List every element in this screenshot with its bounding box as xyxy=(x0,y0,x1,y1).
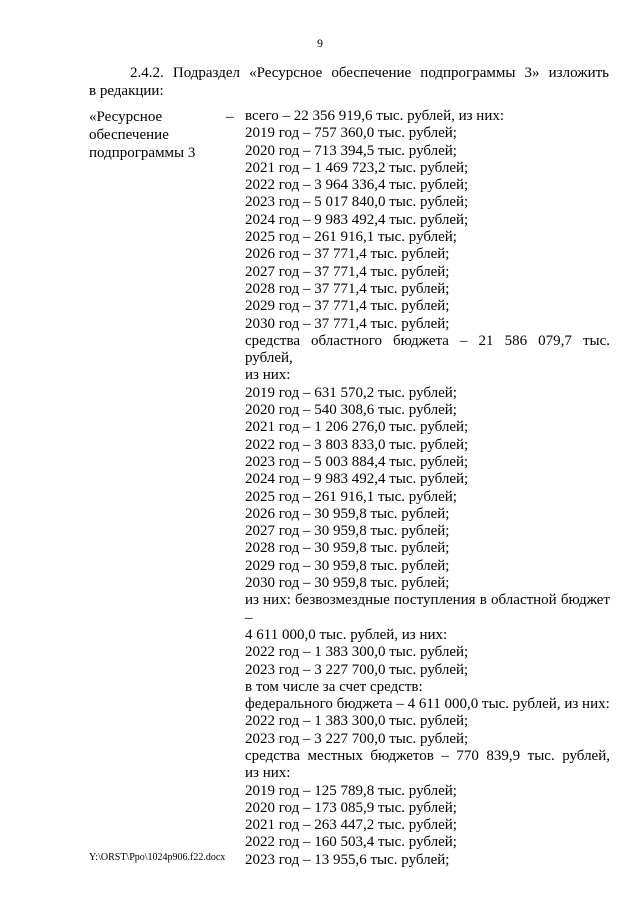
funding-line: 2023 год – 5 017 840,0 тыс. рублей; xyxy=(245,194,469,211)
funding-line: в том числе за счет средств: xyxy=(245,678,423,695)
funding-line: 2022 год – 160 503,4 тыс. рублей; xyxy=(245,834,457,851)
funding-line: средства областного бюджета – 21 586 079,7 тыс. рублей, xyxy=(245,332,610,367)
funding-line: 2022 год – 1 383 300,0 тыс. рублей; xyxy=(245,644,469,661)
funding-line: из них: безвозмездные поступления в областной бюджет – xyxy=(245,592,610,626)
funding-line: 2024 год – 9 983 492,4 тыс. рублей; xyxy=(245,211,469,228)
funding-line: 2029 год – 37 771,4 тыс. рублей; xyxy=(245,298,450,315)
funding-line: 2020 год – 540 308,6 тыс. рублей; xyxy=(245,402,457,419)
page-number: 9 xyxy=(317,36,323,50)
funding-line: 2030 год – 37 771,4 тыс. рублей; xyxy=(245,315,450,332)
funding-line: 4 611 000,0 тыс. рублей, из них: xyxy=(245,626,448,643)
funding-line: 2026 год – 37 771,4 тыс. рублей; xyxy=(245,246,450,263)
funding-line: 2029 год – 30 959,8 тыс. рублей; xyxy=(245,557,450,574)
label-line-2: обеспечение xyxy=(89,127,169,143)
funding-line: 2026 год – 30 959,8 тыс. рублей; xyxy=(245,505,450,522)
funding-line: 2030 год – 30 959,8 тыс. рублей; xyxy=(245,575,450,592)
funding-line: 2027 год – 30 959,8 тыс. рублей; xyxy=(245,523,450,540)
funding-line: 2027 год – 37 771,4 тыс. рублей; xyxy=(245,263,450,280)
funding-line: 2020 год – 713 394,5 тыс. рублей; xyxy=(245,142,457,159)
label-line-3: подпрограммы 3 xyxy=(89,145,196,161)
label-line-1: «Ресурсное xyxy=(89,109,163,125)
intro-line-2: в редакции: xyxy=(89,83,164,99)
funding-line: 2022 год – 1 383 300,0 тыс. рублей; xyxy=(245,713,469,730)
funding-line: из них: xyxy=(245,367,291,384)
funding-line: 2023 год – 13 955,6 тыс. рублей; xyxy=(245,851,450,868)
funding-line: 2020 год – 173 085,9 тыс. рублей; xyxy=(245,799,457,816)
funding-line: 2028 год – 37 771,4 тыс. рублей; xyxy=(245,280,450,297)
funding-line: из них: xyxy=(245,765,291,782)
funding-line: 2019 год – 631 570,2 тыс. рублей; xyxy=(245,384,457,401)
funding-line: 2025 год – 261 916,1 тыс. рублей; xyxy=(245,488,457,505)
label-dash: – xyxy=(226,109,234,125)
funding-line: средства местных бюджетов – 770 839,9 тыс. рублей, xyxy=(245,747,610,764)
funding-line: 2025 год – 261 916,1 тыс. рублей; xyxy=(245,229,457,246)
intro-line-1: 2.4.2. Подраздел «Ресурсное обеспечение подпрограммы 3» изложить xyxy=(130,65,609,81)
funding-line: всего – 22 356 919,6 тыс. рублей, из них: xyxy=(245,108,505,124)
funding-line: 2021 год – 263 447,2 тыс. рублей; xyxy=(245,817,457,834)
funding-line: 2021 год – 1 206 276,0 тыс. рублей; xyxy=(245,419,469,436)
funding-details xyxy=(245,108,610,869)
resource-label xyxy=(89,108,239,162)
funding-line: 2024 год – 9 983 492,4 тыс. рублей; xyxy=(245,471,469,488)
funding-line: 2028 год – 30 959,8 тыс. рублей; xyxy=(245,540,450,557)
funding-line: 2022 год – 3 964 336,4 тыс. рублей; xyxy=(245,177,469,194)
funding-line: 2021 год – 1 469 723,2 тыс. рублей; xyxy=(245,159,469,176)
funding-line: 2019 год – 757 360,0 тыс. рублей; xyxy=(245,125,457,142)
file-path-footer: Y:\ORST\Ppo\1024p906.f22.docx xyxy=(89,852,226,863)
funding-line: 2023 год – 3 227 700,0 тыс. рублей; xyxy=(245,730,469,747)
funding-line: 2019 год – 125 789,8 тыс. рублей; xyxy=(245,782,457,799)
funding-line: 2023 год – 3 227 700,0 тыс. рублей; xyxy=(245,661,469,678)
intro-paragraph xyxy=(89,64,609,100)
funding-line: 2022 год – 3 803 833,0 тыс. рублей; xyxy=(245,436,469,453)
funding-line: 2023 год – 5 003 884,4 тыс. рублей; xyxy=(245,453,469,470)
funding-line: федерального бюджета – 4 611 000,0 тыс. рублей, из них: xyxy=(245,696,610,713)
